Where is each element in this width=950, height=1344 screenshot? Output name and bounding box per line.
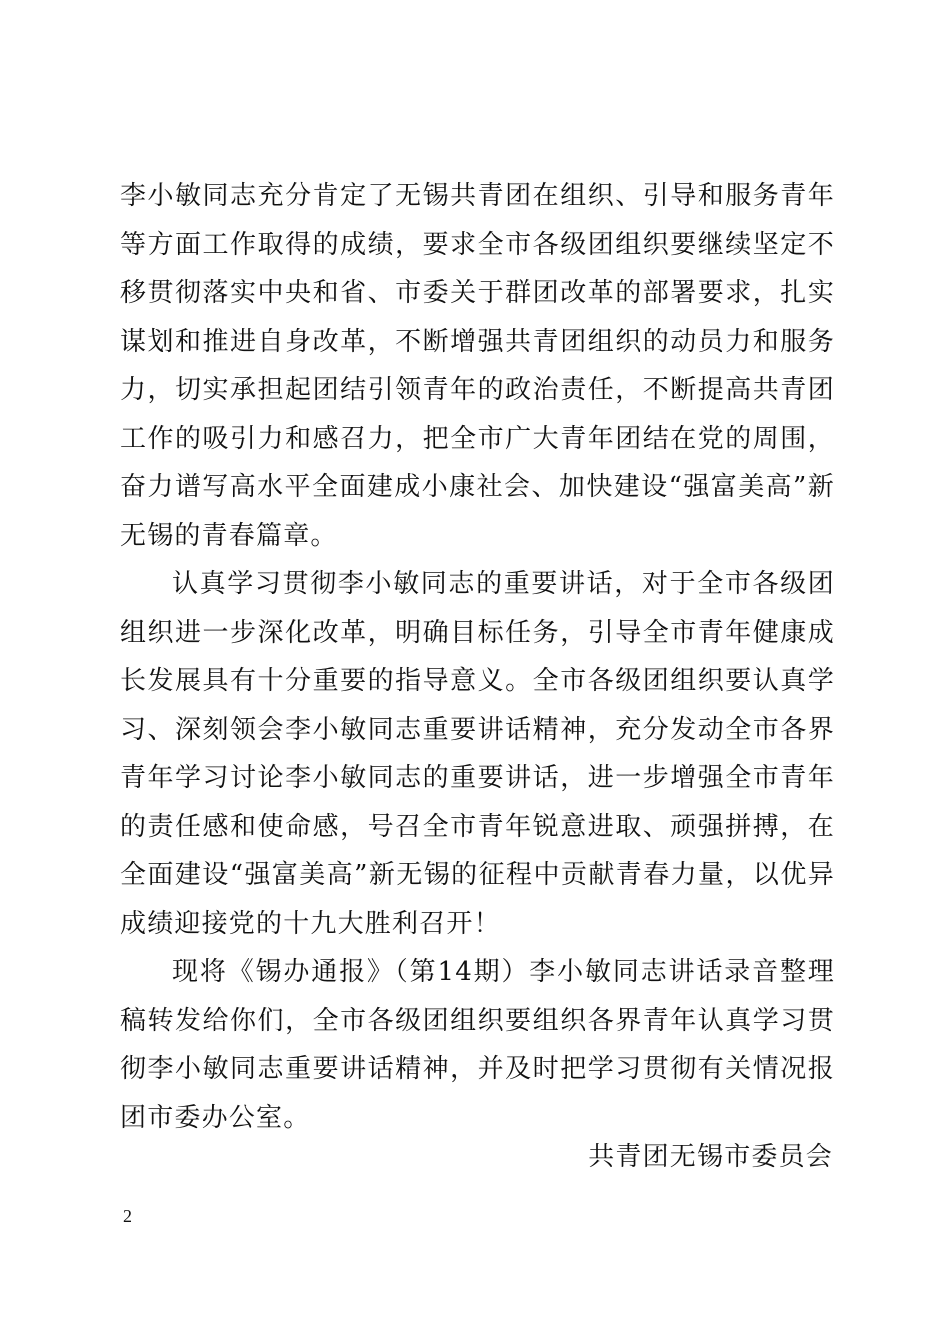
paragraph-1: 李小敏同志充分肯定了无锡共青团在组织、引导和服务青年等方面工作取得的成绩，要求全市各级团组织要继续坚定不移贯彻落实中央和省、市委关于群团改革的部署要求，扎实谋划和推进自身改革，不断增强共青团组织的动员力和服务力，切实承担起团结引领青年的政治责任，不断提高共青团工作的吸引力和感召力，把全市广大青年团结在党的周围，奋力谱写高水平全面建成小康社会、加快建设“强富美高”新无锡的青春篇章。 [120,181,835,551]
paragraph-3: 现将《锡办通报》（第14期）李小敏同志讲话录音整理稿转发给你们，全市各级团组织要组织各界青年认真学习贯彻李小敏同志重要讲话精神，并及时把学习贯彻有关情况报团市委办公室。 [120,957,835,1133]
signature-organization: 共青团无锡市委员会 [588,1142,833,1172]
paragraph-2: 认真学习贯彻李小敏同志的重要讲话，对于全市各级团组织进一步深化改革，明确目标任务，引导全市青年健康成长发展具有十分重要的指导意义。全市各级团组织要认真学习、深刻领会李小敏同志重要讲话精神，充分发动全市各界青年学习讨论李小敏同志的重要讲话，进一步增强全市青年的责任感和使命感，号召全市青年锐意进取、顽强拼搏，在全面建设“强富美高”新无锡的征程中贡献青春力量，以优异成绩迎接党的十九大胜利召开！ [120,569,835,939]
document-body [120,172,835,1142]
page-number: 2 [123,1206,132,1226]
